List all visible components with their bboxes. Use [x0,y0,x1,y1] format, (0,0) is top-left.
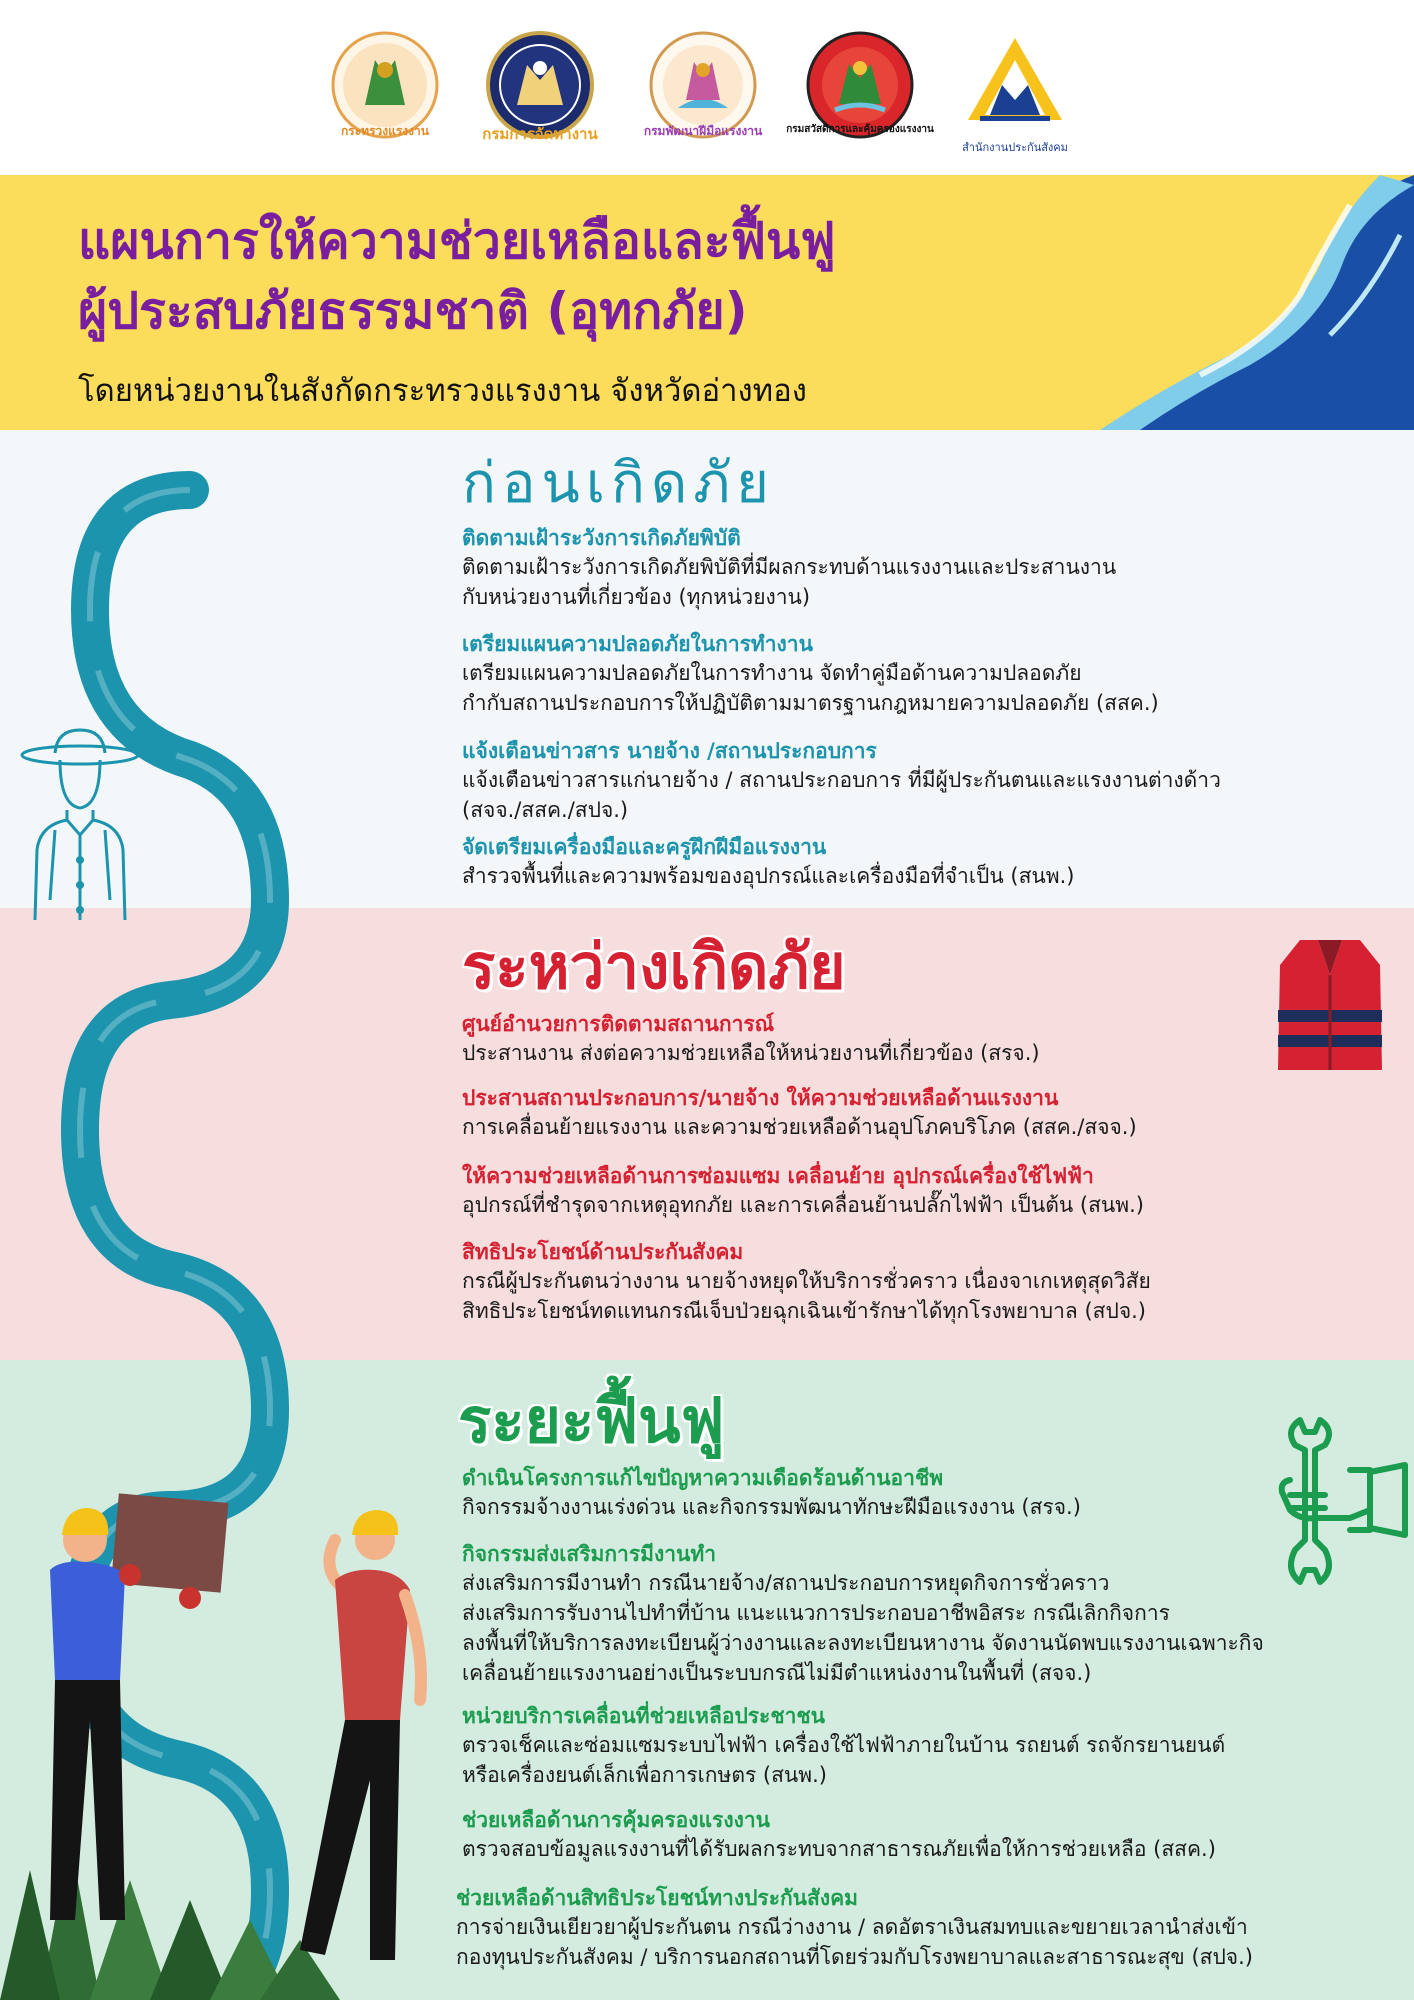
section-title-after: ระยะฟื้นฟู [458,1384,725,1457]
item-heading: เตรียมแผนความปลอดภัยในการทำงาน [462,632,813,656]
item-heading: หน่วยบริการเคลื่อนที่ช่วยเหลือประชาชน [462,1704,825,1728]
item-line: ประสานงาน ส่งต่อความช่วยเหลือให้หน่วยงานที่เกี่ยวข้อง (สรจ.) [462,1041,1040,1065]
before-item [462,833,1362,891]
item-line: สำรวจพื้นที่และความพร้อมของอุปกรณ์และเครื่องมือที่จำเป็น (สนพ.) [462,864,1075,888]
before-item [462,524,1362,612]
item-line: กองทุนประกันสังคม / บริการนอกสถานที่โดยร่วมกับโรงพยาบาลและสาธารณะสุข (สปจ.) [456,1945,1253,1969]
item-heading: สิทธิประโยชน์ด้านประกันสังคม [462,1240,744,1264]
item-heading: ช่วยเหลือด้านการคุ้มครองแรงงาน [462,1808,770,1832]
item-line: ส่งเสริมการรับงานไปทำที่บ้าน แนะแนวการประกอบอาชีพอิสระ กรณีเลิกกิจการ [462,1601,1170,1625]
page-subtitle: โดยหน่วยงานในสังกัดกระทรวงแรงงาน จังหวัดอ่างทอง [78,373,807,409]
item-heading: ศูนย์อำนวยการติดตามสถานการณ์ [462,1012,775,1036]
item-line: ส่งเสริมการมีงานทำ กรณีนายจ้าง/สถานประกอบการหยุดกิจการชั่วคราว [462,1571,1110,1595]
logo-label: สำนักงานประกันสังคม [962,141,1068,154]
section-title-during: ระหว่างเกิดภัย [462,930,846,1003]
item-line: สิทธิประโยชน์ทดแทนกรณีเจ็บป่วยฉุกเฉินเข้ารักษาได้ทุกโรงพยาบาล (สปจ.) [462,1299,1146,1323]
item-line: กิจกรรมจ้างงานเร่งด่วน และกิจกรรมพัฒนาทักษะฝีมือแรงงาน (สรจ.) [462,1495,1081,1519]
item-line: กรณีผู้ประกันตนว่างงาน นายจ้างหยุดให้บริการชั่วคราว เนื่องจาเกเหตุสุดวิสัย [462,1269,1151,1293]
item-heading: ดำเนินโครงการแก้ไขปัญหาความเดือดร้อนด้านอาชีพ [462,1466,944,1490]
workers-illustration [0,1480,450,2000]
item-line: (สจจ./สสค./สปจ.) [462,798,629,822]
logo-label: กรมสวัสดิการและคุ้มครองแรงงาน [786,124,934,135]
item-heading: ประสานสถานประกอบการ/นายจ้าง ให้ความช่วยเหลือด้านแรงงาน [462,1086,1059,1110]
logo-label: กรมการจัดหางาน [482,125,598,143]
item-heading: แจ้งเตือนข่าวสาร นายจ้าง /สถานประกอบการ [462,739,877,763]
page-title-line2: ผู้ประสบภัยธรรมชาติ (อุทกภัย) [78,282,748,340]
item-line: เตรียมแผนความปลอดภัยในการทำงาน จัดทำคู่มือด้านความปลอดภัย [462,661,1082,685]
item-line: ลงพื้นที่ให้บริการลงทะเบียนผู้ว่างงานและลงทะเบียนหางาน จัดงานนัดพบแรงงานเฉพาะกิจ [462,1631,1264,1655]
page-title-line1: แผนการให้ความช่วยเหลือและฟื้นฟู [78,212,836,270]
after-item [462,1702,1362,1790]
item-heading: กิจกรรมส่งเสริมการมีงานทำ [462,1542,716,1566]
after-item [456,1884,1356,1972]
item-line: เคลื่อนย้ายแรงงานอย่างเป็นระบบกรณีไม่มีตำแหน่งงานในพื้นที่ (สจจ.) [462,1661,1092,1685]
logo-label: กรมพัฒนาฝีมือแรงงาน [643,124,763,138]
during-item [462,1162,1362,1220]
item-line: แจ้งเตือนข่าวสารแก่นายจ้าง / สถานประกอบการ ที่มีผู้ประกันตนและแรงงานต่างด้าว [462,768,1221,792]
after-item [462,1806,1362,1864]
before-item [462,737,1362,825]
item-line: กำกับสถานประกอบการให้ปฏิบัติตามมาตรฐานกฎหมายความปลอดภัย (สสค.) [462,691,1159,715]
during-item [462,1010,1362,1068]
after-item [462,1540,1362,1688]
item-line: ตรวจเช็คและซ่อมแซมระบบไฟฟ้า เครื่องใช้ไฟฟ้าภายในบ้าน รถยนต์ รถจักรยานยนต์ [462,1733,1226,1757]
item-line: กับหน่วยงานที่เกี่ยวข้อง (ทุกหน่วยงาน) [462,585,811,609]
farmer-icon [15,720,145,920]
item-line: การเคลื่อนย้ายแรงงาน และความช่วยเหลือด้านอุปโภคบริโภค (สสค./สจจ.) [462,1115,1137,1139]
after-item [462,1464,1362,1522]
item-line: การจ่ายเงินเยียวยาผู้ประกันตน กรณีว่างงาน / ลดอัตราเงินสมทบและขยายเวลานำส่งเข้า [456,1915,1248,1939]
during-item [462,1238,1362,1326]
item-heading: ติดตามเฝ้าระวังการเกิดภัยพิบัติ [462,526,741,550]
logo-bar [0,0,1414,170]
item-line: ติดตามเฝ้าระวังการเกิดภัยพิบัติที่มีผลกระทบด้านแรงงานและประสานงาน [462,555,1117,579]
during-item [462,1084,1362,1142]
river-wave-decoration [1080,175,1414,430]
item-line: หรือเครื่องยนต์เล็กเพื่อการเกษตร (สนพ.) [462,1763,827,1787]
item-line: ตรวจสอบข้อมูลแรงงานที่ได้รับผลกระทบจากสาธารณภัยเพื่อให้การช่วยเหลือ (สสค.) [462,1837,1216,1861]
logo-label: กระทรวงแรงงาน [341,124,429,138]
social-security-office-logo [960,30,1070,140]
item-heading: ช่วยเหลือด้านสิทธิประโยชน์ทางประกันสังคม [456,1886,859,1910]
item-heading: จัดเตรียมเครื่องมือและครูฝึกฝีมือแรงงาน [462,835,827,859]
item-heading: ให้ความช่วยเหลือด้านการซ่อมแซม เคลื่อนย้าย อุปกรณ์เครื่องใช้ไฟฟ้า [462,1164,1094,1188]
item-line: อุปกรณ์ที่ชำรุดจากเหตุอุทกภัย และการเคลื่อนย้านปลั๊กไฟฟ้า เป็นต้น (สนพ.) [462,1193,1144,1217]
before-item [462,630,1362,718]
section-title-before: ก่อนเกิดภัย [462,451,775,516]
